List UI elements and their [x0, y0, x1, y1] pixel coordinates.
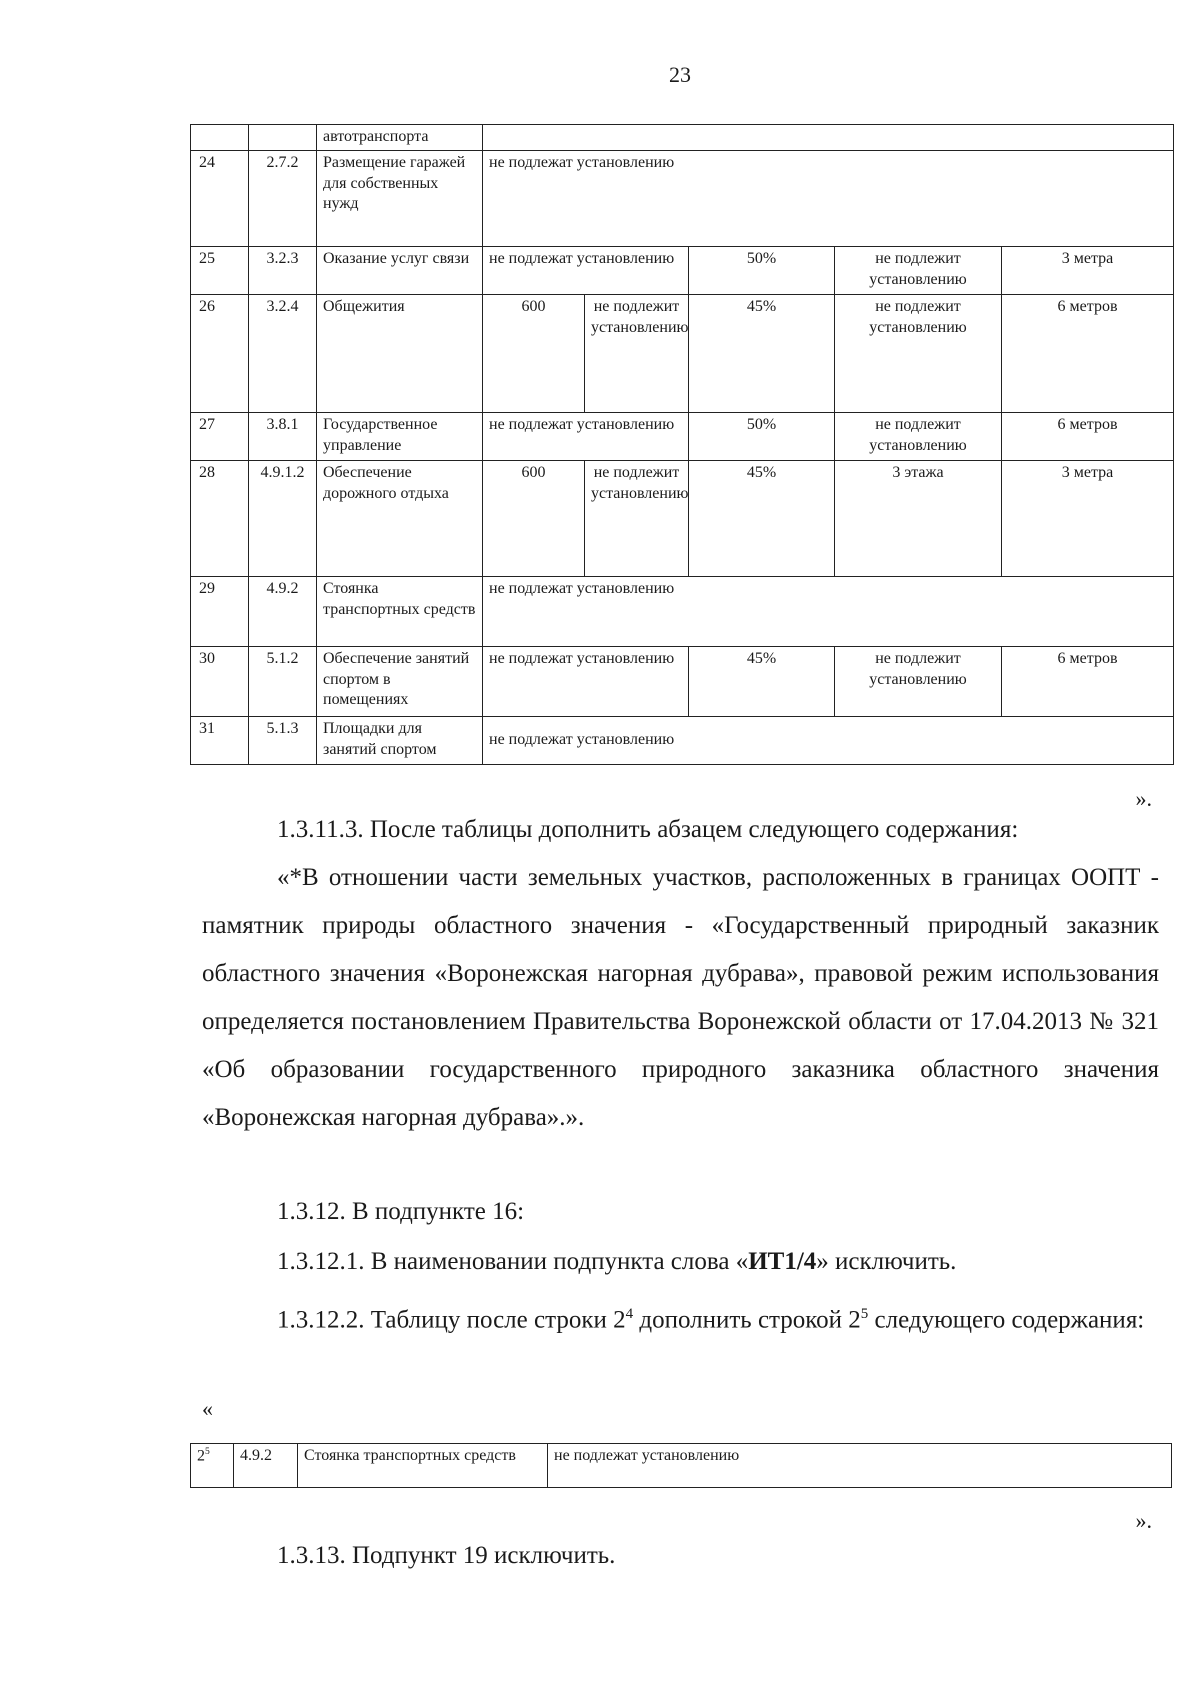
row-code: 5.1.2 — [249, 646, 317, 716]
closing-quote: ». — [1135, 786, 1152, 811]
row-merged — [483, 125, 1174, 151]
paragraph: 1.3.11.3. После таблицы дополнить абзацем следующего содержания: — [277, 816, 1019, 843]
row-name: автотранспорта — [317, 125, 483, 151]
row-number — [191, 125, 249, 151]
row-min: 600 — [483, 294, 585, 412]
row-name: Стоянка транспортных средств — [317, 576, 483, 646]
paragraph: 1.3.12. В подпункте 16: — [277, 1198, 525, 1225]
table-row — [191, 150, 1174, 246]
row-code: 2.7.2 — [249, 150, 317, 246]
paragraph: 1.3.12.2. Таблицу после строки $2^4$ дополнить строкой $2^5$ следующего содержания: — [277, 1306, 1145, 1334]
row-name: Обеспечение занятий спортом в помещениях — [317, 646, 483, 716]
row-code: 4.9.2 — [249, 576, 317, 646]
row-setback: 3 метра — [1002, 460, 1174, 576]
row-code: 3.8.1 — [249, 412, 317, 460]
opening-quote: « — [202, 1396, 213, 1421]
row-setback: 3 метра — [1002, 246, 1174, 294]
row-number: $2^5$ — [191, 1444, 234, 1488]
row-setback: 6 метров — [1002, 294, 1174, 412]
row-name: Государственное управление — [317, 412, 483, 460]
paragraph: 1.3.12.1. В наименовании подпункта слова «ИТ1/4» исключить. — [277, 1248, 957, 1275]
row-merged: не подлежат установлению — [483, 716, 1174, 764]
row-floors: 3 этажа — [835, 460, 1002, 576]
paragraph: 1.3.13. Подпункт 19 исключить. — [277, 1542, 616, 1569]
row-area: не подлежат установлению — [483, 412, 689, 460]
row-code: 3.2.3 — [249, 246, 317, 294]
row-number: 31 — [191, 716, 249, 764]
row-number: 26 — [191, 294, 249, 412]
table-row — [191, 576, 1174, 646]
row-number: 30 — [191, 646, 249, 716]
row-name: Оказание услуг связи — [317, 246, 483, 294]
closing-quote: ». — [1135, 1508, 1152, 1533]
row-area: не подлежат установлению — [483, 246, 689, 294]
row-percent: 45% — [689, 646, 835, 716]
row-number: 24 — [191, 150, 249, 246]
table-row — [191, 125, 1174, 151]
row-merged: не подлежат установлению — [483, 576, 1174, 646]
row-percent: 50% — [689, 412, 835, 460]
row-code: 5.1.3 — [249, 716, 317, 764]
row-number: 29 — [191, 576, 249, 646]
row-min: 600 — [483, 460, 585, 576]
row-name: Размещение гаражей для собственных нужд — [317, 150, 483, 246]
row-floors: не подлежит установлению — [835, 246, 1002, 294]
row-code: 4.9.1.2 — [249, 460, 317, 576]
row-number: 25 — [191, 246, 249, 294]
row-name: Стоянка транспортных средств — [298, 1444, 548, 1488]
table-row — [191, 1444, 1172, 1488]
row-code: 3.2.4 — [249, 294, 317, 412]
row-percent: 45% — [689, 460, 835, 576]
table-row — [191, 412, 1174, 460]
land-use-table — [190, 124, 1174, 765]
table-row — [191, 460, 1174, 576]
insert-row-table — [190, 1443, 1172, 1488]
paragraph: «*В отношении части земельных участков, расположенных в границах ООПТ - памятник природы областного значения - «Государственный природный заказник областного значения «Воронежская нагорная дубрава», правовой режим использования определяется постановлением Правительства Воронежской области от 17.04.2013 № 321 «Об образовании государственного природного заказника областного значения «Воронежская нагорная дубрава».». — [202, 864, 1159, 1131]
row-floors: не подлежит установлению — [835, 646, 1002, 716]
row-percent: 50% — [689, 246, 835, 294]
table-row — [191, 646, 1174, 716]
row-floors: не подлежит установлению — [835, 412, 1002, 460]
row-merged: не подлежат установлению — [548, 1444, 1172, 1488]
row-area: не подлежат установлению — [483, 646, 689, 716]
row-percent: 45% — [689, 294, 835, 412]
row-max: не подлежит установлению — [585, 460, 689, 576]
table-row — [191, 246, 1174, 294]
table-row — [191, 716, 1174, 764]
row-number: 28 — [191, 460, 249, 576]
row-max: не подлежит установлению — [585, 294, 689, 412]
row-setback: 6 метров — [1002, 646, 1174, 716]
table-row — [191, 294, 1174, 412]
row-name: Общежития — [317, 294, 483, 412]
row-floors: не подлежит установлению — [835, 294, 1002, 412]
row-merged: не подлежат установлению — [483, 150, 1174, 246]
row-setback: 6 метров — [1002, 412, 1174, 460]
page-number: 23 — [669, 62, 691, 87]
row-name: Площадки для занятий спортом — [317, 716, 483, 764]
row-code: 4.9.2 — [234, 1444, 298, 1488]
row-number: 27 — [191, 412, 249, 460]
row-code — [249, 125, 317, 151]
row-name: Обеспечение дорожного отдыха — [317, 460, 483, 576]
